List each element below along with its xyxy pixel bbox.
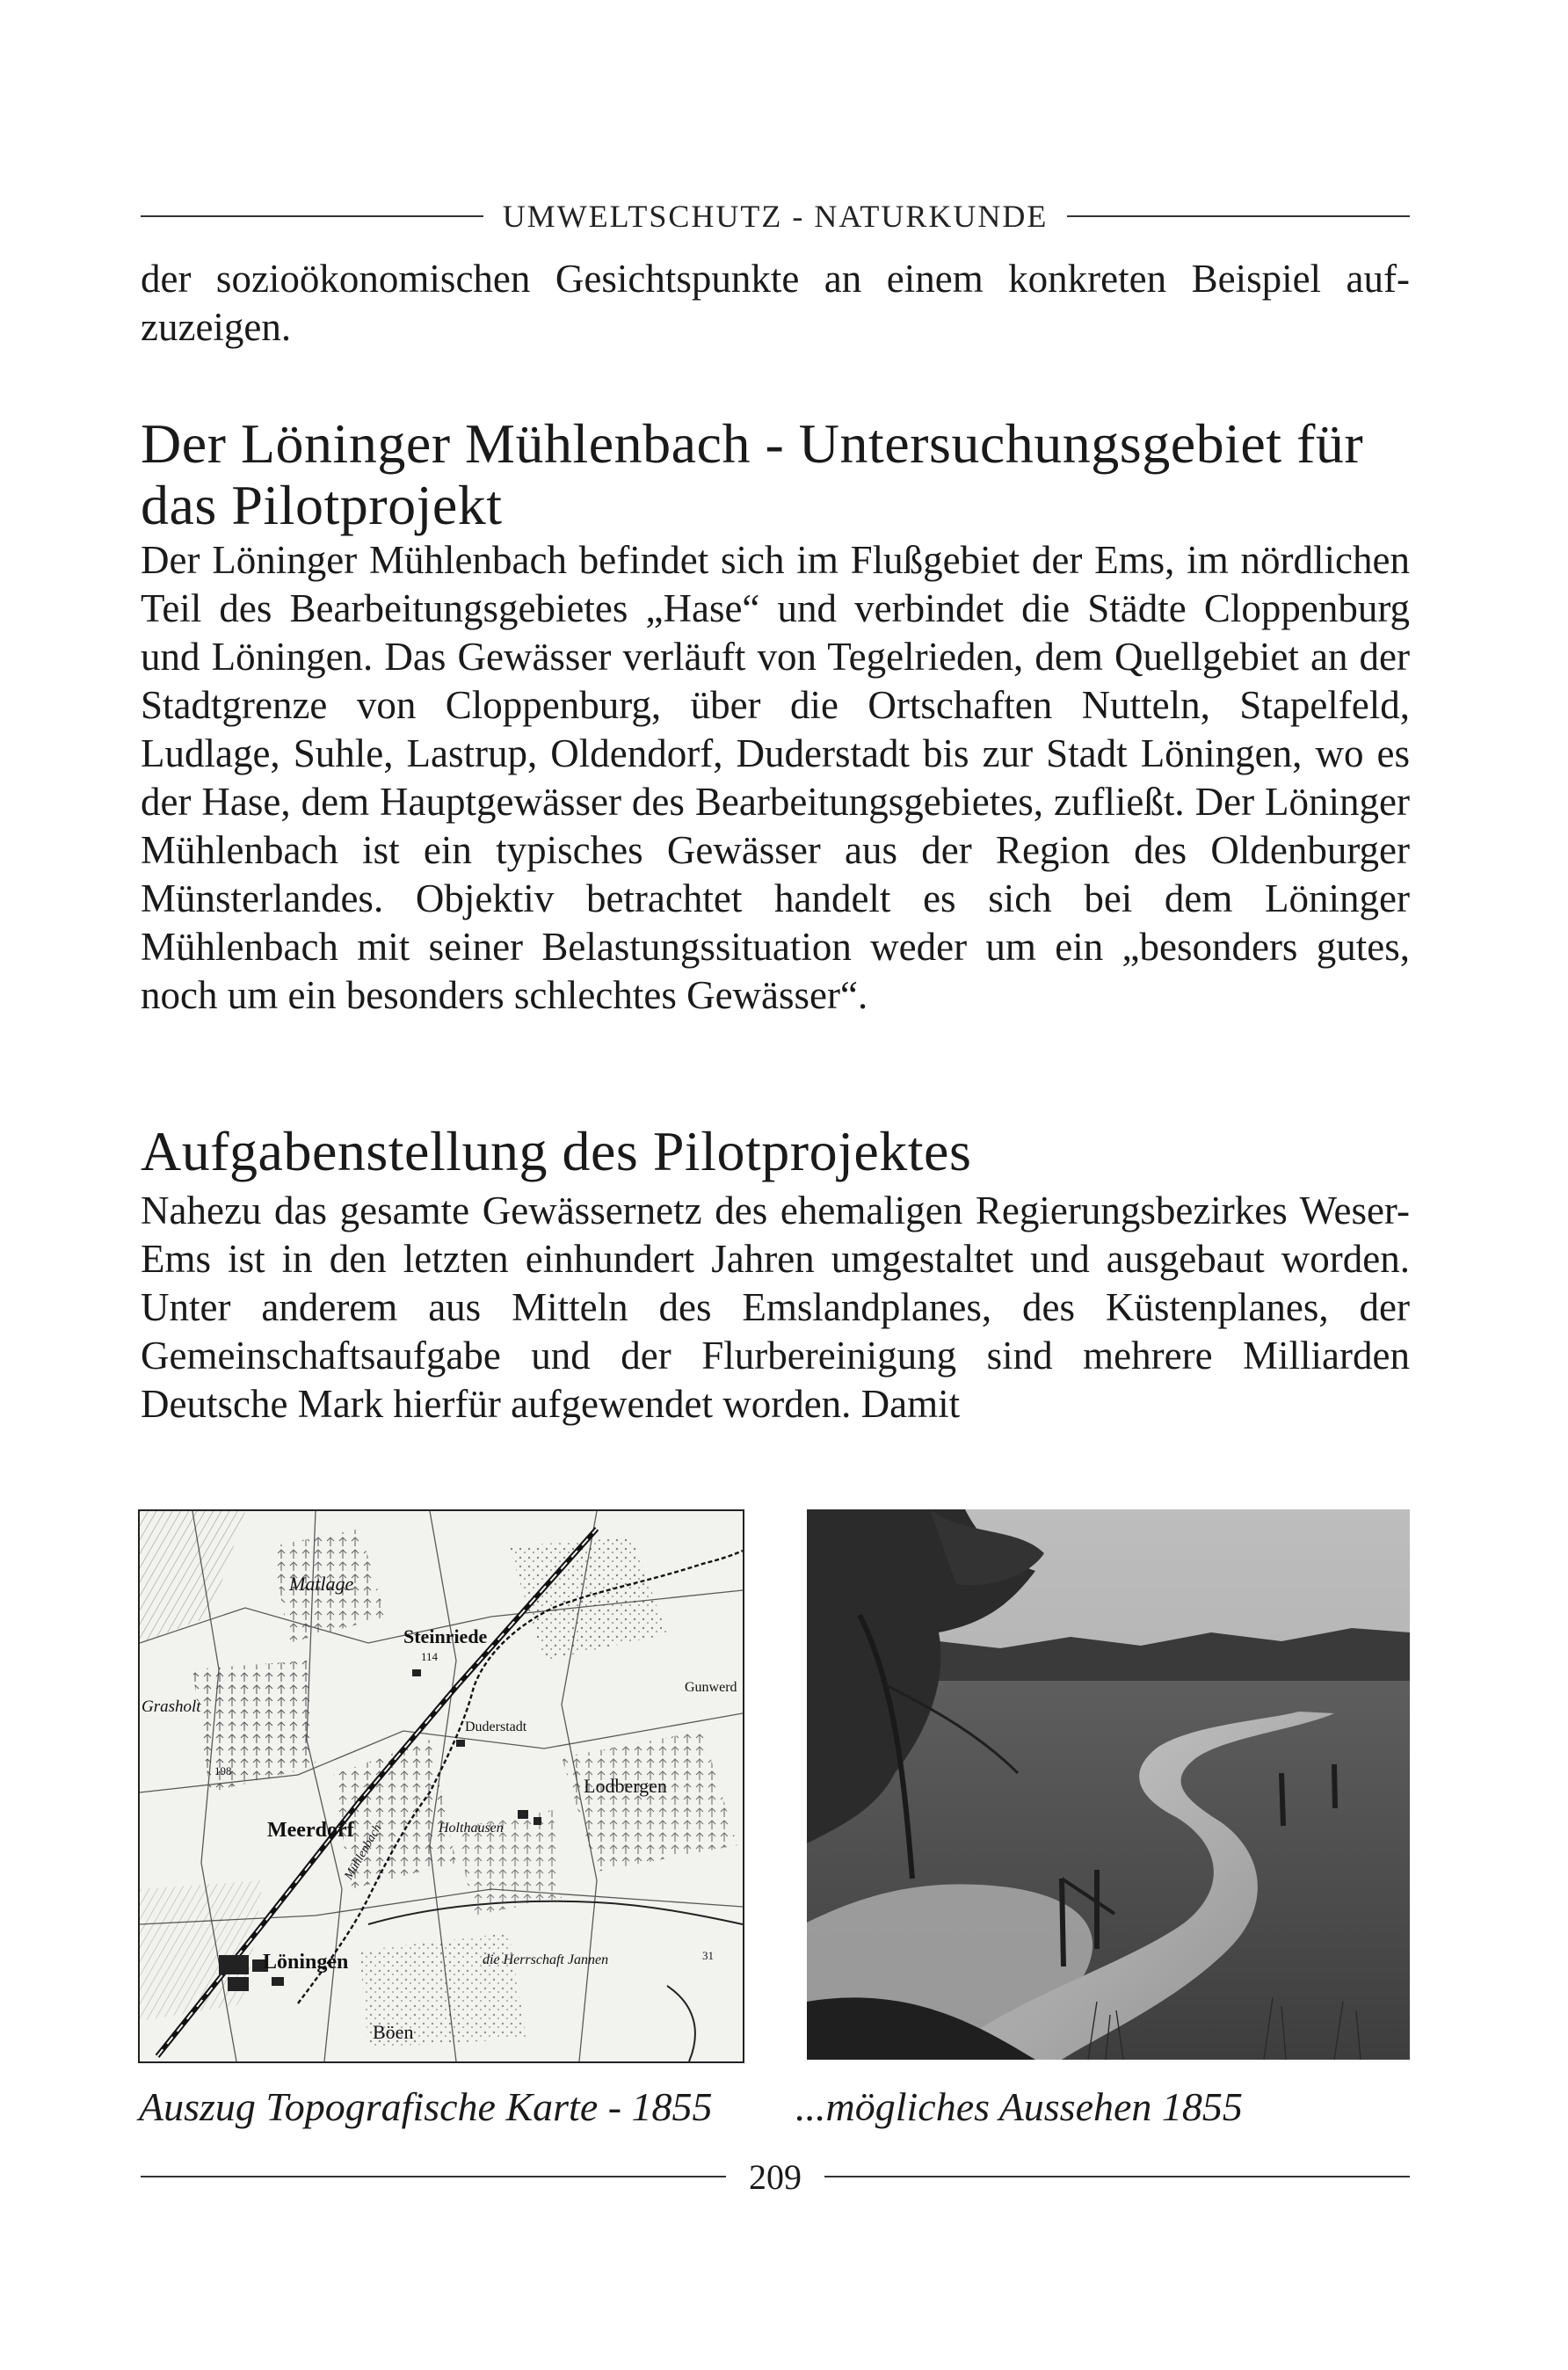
section-1-paragraph xyxy=(141,536,1410,1020)
map-label-loningen: Löningen xyxy=(263,1951,349,1974)
map-label-herrschaft: die Herrschaft Jannen xyxy=(483,1952,609,1967)
map-label-lodbergen: Lodbergen xyxy=(584,1775,667,1797)
map-label-31: 31 xyxy=(702,1949,714,1962)
map-label-muhlenbach: Mühlenbach xyxy=(342,1821,385,1882)
map-label-meerdorf: Meerdorf xyxy=(267,1819,354,1842)
footer-rule-right xyxy=(824,2176,1410,2177)
section-2-text: Nahezu das gesamte Gewässernetz des ehemaligen Regierungsbezirkes Weser-Ems ist in den letzten einhundert Jahren umgestaltet und ausgebaut worden. Unter anderem aus Mitteln des Emslandplanes, des Küstenplanes, der Gemeinschaftsaufgabe und der Flurbereinigung sind mehrere Milliarden Deutsche Mark hierfür aufgewendet worden. Damit xyxy=(141,1189,1410,1426)
intro-paragraph xyxy=(141,255,1410,352)
running-header xyxy=(141,192,1410,241)
section-1-text: Der Löninger Mühlenbach befindet sich im Flußgebiet der Ems, im nördlichen Teil des Bearbeitungsgebietes „Hase“ und verbindet die Städte Cloppenburg und Löningen. Das Gewässer verläuft von Tegelrieden, dem Quellgebiet an der Stadtgrenze von Cloppenburg, über die Ortschaften Nutteln, Stapelfeld, Ludlage, Suhle, Lastrup, Oldendorf, Duderstadt bis zur Stadt Löningen, wo es der Hase, dem Hauptgewässer des Bearbeitungsgebietes, zufließt. Der Löninger Mühlenbach ist ein typisches Gewässer aus der Region des Oldenburger Münsterlandes. Objektiv betrachtet handelt es sich bei dem Löninger Mühlenbach mit seiner Belastungssituation weder um ein „besonders gutes, noch um ein besonders schlechtes Gewässer“. xyxy=(141,538,1410,1017)
historic-map-image xyxy=(140,1511,743,2061)
intro-text: der sozioökonomischen Gesichtspunkte an einem konkreten Beispiel aufzuzeigen. xyxy=(141,257,1410,349)
section-2-paragraph xyxy=(141,1187,1410,1429)
map-label-duderstadt: Duderstadt xyxy=(465,1719,527,1734)
footer-rule-left xyxy=(141,2176,726,2177)
header-rule-right xyxy=(1067,215,1410,217)
page-number: 209 xyxy=(749,2156,802,2197)
landscape-photo-figure xyxy=(807,1509,1410,2060)
caption-map: Auszug Topografische Karte - 1855 xyxy=(139,2084,713,2129)
map-label-holthausen: Holthausen xyxy=(439,1821,504,1836)
caption-photo: ...mögliches Aussehen 1855 xyxy=(795,2084,1243,2129)
header-rule-left xyxy=(141,215,483,217)
header-title: UMWELTSCHUTZ - NATURKUNDE xyxy=(502,199,1049,234)
map-label-boen: Böen xyxy=(373,2021,414,2043)
wetland-photo-image xyxy=(807,1509,1410,2060)
map-label-matlage: Matlage xyxy=(289,1573,354,1595)
page-footer xyxy=(141,2150,1410,2203)
map-label-198: 198 xyxy=(214,1764,232,1778)
historic-map-figure xyxy=(138,1509,744,2063)
map-label-gunwerd: Gunwerd xyxy=(685,1680,737,1695)
map-label-grasholt: Grasholt xyxy=(142,1698,201,1716)
section-heading-2: Aufgabenstellung des Pilotprojektes xyxy=(141,1120,972,1182)
section-heading-1: Der Löninger Mühlenbach - Untersuchungsgebiet für das Pilotprojekt xyxy=(141,412,1364,536)
map-label-steinrieden: Steinriede xyxy=(403,1625,488,1647)
map-label-114: 114 xyxy=(421,1650,439,1663)
